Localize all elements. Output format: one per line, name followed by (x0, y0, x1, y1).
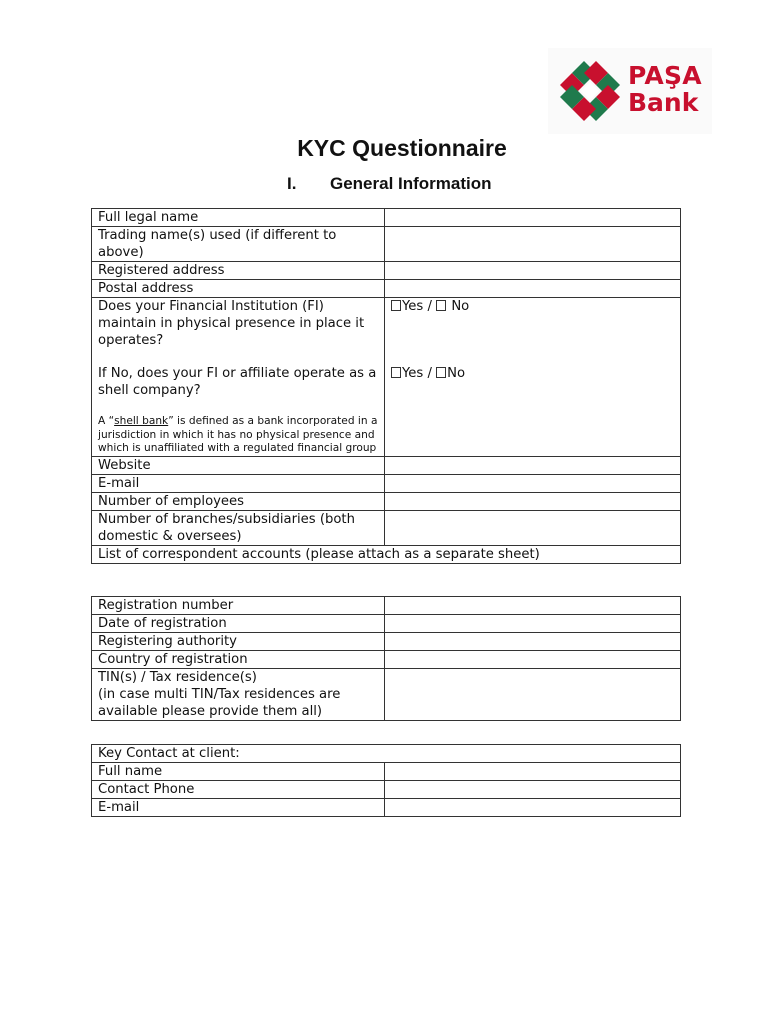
shell-company-options (391, 365, 674, 382)
no-checkbox[interactable] (436, 367, 446, 378)
yes-checkbox[interactable] (391, 367, 401, 378)
registration-number-field[interactable] (385, 597, 681, 615)
key-contact-table (91, 744, 681, 817)
table-row (92, 510, 681, 545)
physical-presence-question: Does your Financial Institution (FI) maintain in physical presence in place it operates? (98, 299, 365, 348)
registering-authority-field[interactable] (385, 633, 681, 651)
country-of-registration-field[interactable] (385, 651, 681, 669)
registered-address-field[interactable] (385, 262, 681, 280)
spacer (391, 315, 674, 365)
table-row (92, 474, 681, 492)
section-number: I. (287, 174, 297, 193)
label-cell: Date of registration (92, 615, 385, 633)
email-field[interactable] (385, 474, 681, 492)
label-cell: Full name (92, 763, 385, 781)
table-row (92, 781, 681, 799)
spacer (98, 399, 378, 415)
contact-full-name-field[interactable] (385, 763, 681, 781)
correspondent-accounts-cell[interactable]: List of correspondent accounts (please attach as a separate sheet) (92, 545, 681, 563)
note-text: ” is defined as a bank incorporated in a jurisdiction in which it has no physical presence and which is unaffiliated with a regulated financial group (98, 415, 378, 454)
table-row (92, 597, 681, 615)
table-row (92, 262, 681, 280)
table-row (92, 615, 681, 633)
table-row (92, 651, 681, 669)
table-row (92, 763, 681, 781)
contact-phone-field[interactable] (385, 781, 681, 799)
label-cell (92, 298, 385, 457)
table-row (92, 545, 681, 563)
label-cell: Registration number (92, 597, 385, 615)
table-row (92, 456, 681, 474)
contact-email-field[interactable] (385, 799, 681, 817)
table-row (92, 669, 681, 721)
full-legal-name-field[interactable] (385, 209, 681, 227)
label-cell: E-mail (92, 474, 385, 492)
label-cell: Registered address (92, 262, 385, 280)
physical-presence-options (391, 298, 674, 315)
note-prefix: A “ (98, 415, 115, 427)
label-cell: Registering authority (92, 633, 385, 651)
pasha-bank-logo (548, 48, 712, 134)
table-row (92, 280, 681, 298)
page-title: KYC Questionnaire (297, 135, 507, 161)
section-heading (287, 174, 492, 194)
tin-sublabel: (in case multi TIN/Tax residences are available please provide them all) (98, 687, 341, 719)
trading-names-field[interactable] (385, 227, 681, 262)
logo-text-pasha: PAŞA (628, 61, 702, 90)
label-cell: Postal address (92, 280, 385, 298)
table-row (92, 492, 681, 510)
key-contact-heading: Key Contact at client: (92, 745, 681, 763)
label-cell (92, 669, 385, 721)
label-cell: Number of employees (92, 492, 385, 510)
tin-label: TIN(s) / Tax residence(s) (98, 670, 257, 685)
label-cell: E-mail (92, 799, 385, 817)
employees-field[interactable] (385, 492, 681, 510)
section-title: General Information (330, 174, 492, 193)
no-label: No (447, 299, 470, 314)
table-row (92, 799, 681, 817)
options-cell (385, 298, 681, 457)
yes-checkbox[interactable] (391, 300, 401, 311)
website-field[interactable] (385, 456, 681, 474)
no-checkbox[interactable] (436, 300, 446, 311)
postal-address-field[interactable] (385, 280, 681, 298)
yes-label: Yes / (402, 299, 437, 314)
label-cell: Trading name(s) used (if different to above) (92, 227, 385, 262)
table-row (92, 227, 681, 262)
label-cell: Full legal name (92, 209, 385, 227)
registration-table (91, 596, 681, 721)
table-row (92, 745, 681, 763)
note-term: shell bank (114, 415, 169, 427)
general-info-table (91, 208, 681, 564)
label-cell: Number of branches/subsidiaries (both domestic & oversees) (92, 510, 385, 545)
registration-date-field[interactable] (385, 615, 681, 633)
table-row (92, 209, 681, 227)
shell-bank-note (98, 415, 378, 456)
label-cell: Contact Phone (92, 781, 385, 799)
yes-label: Yes / (402, 366, 437, 381)
pasha-logo-mark-icon (554, 54, 626, 128)
label-cell: Country of registration (92, 651, 385, 669)
logo-text-bank: Bank (628, 88, 699, 117)
label-cell: Website (92, 456, 385, 474)
branches-field[interactable] (385, 510, 681, 545)
table-row (92, 633, 681, 651)
tin-field[interactable] (385, 669, 681, 721)
no-label: No (447, 366, 466, 381)
table-row (92, 298, 681, 457)
shell-company-question: If No, does your FI or affiliate operate as a shell company? (98, 366, 377, 398)
spacer (98, 349, 378, 365)
